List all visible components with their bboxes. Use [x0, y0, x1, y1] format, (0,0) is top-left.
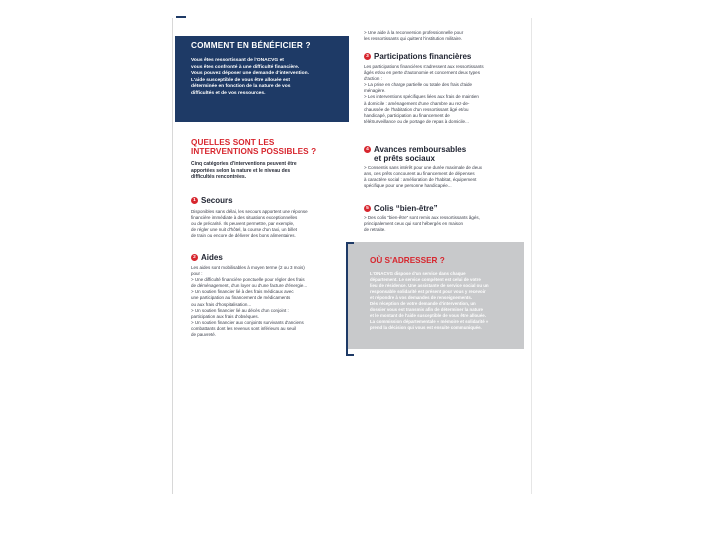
contact-text	[370, 271, 518, 331]
text-line: département. Le service compétent est celui de votre	[370, 277, 481, 282]
text-line: principalement ceux qui sont hébergés en maison	[364, 221, 464, 227]
text-line: Dès réception de votre demande d'intervention, un	[370, 301, 476, 306]
benefit-line: Vous pouvez déposer une demande d'intervention.	[191, 71, 309, 77]
section-participations-text	[364, 64, 524, 125]
text-line: chaussée de l'habitation d'un ressortissant âgé et/ou	[364, 106, 469, 112]
text-line: financière immédiate à des situations exceptionnelles	[191, 215, 298, 221]
section-title-text: Secours	[201, 196, 233, 205]
text-line: La commission départementale « mémoire et solidarité »	[370, 319, 489, 324]
benefit-line: déterminée en fonction de la nature de vos	[191, 84, 291, 90]
section-secours-text	[191, 209, 343, 239]
text-line: et répondre à vos demandes de renseignements.	[370, 295, 472, 300]
text-line: > Une aide à la reconversion professionnelle pour	[364, 30, 464, 35]
text-line: > Les interventions spécifiques liées aux frais de maintien	[364, 94, 479, 100]
number-badge: 5	[364, 205, 371, 212]
text-line: ou de précarité. Ils peuvent permettre, par exemple,	[191, 221, 295, 227]
interventions-title-line: QUELLES SONT LES	[191, 138, 275, 147]
text-line: téléSurveillance ou de portage de repas à domicile...	[364, 118, 469, 124]
interventions-title-line: INTERVENTIONS POSSIBLES ?	[191, 147, 317, 157]
text-line: de train ou encore de délivrer des bons alimentaires.	[191, 233, 296, 239]
reconversion-text	[364, 30, 524, 42]
benefit-line: difficultés et de vos ressources.	[191, 90, 266, 96]
section-secours-title	[191, 196, 233, 205]
text-line: lieu de résidence. Une assistante de service social ou un	[370, 283, 489, 288]
text-line: pour :	[191, 271, 203, 277]
text-line: dossier vous est transmis afin de déterminer la nature	[370, 307, 483, 312]
benefit-line: vous êtes confronté à une difficulté financière.	[191, 64, 300, 70]
section-title-text	[374, 145, 466, 163]
number-badge: 2	[191, 254, 198, 261]
section-title-line: et prêts sociaux	[374, 154, 435, 163]
text-line: et le montant de l'aide susceptible de vous être allouée.	[370, 313, 486, 318]
text-line: > La prise en charge partielle ou totale des frais d'aide	[364, 82, 473, 88]
text-line: ou aux frais d'hospitalisation...	[191, 301, 252, 307]
text-line: > Un soutien financier lié à des frais médicaux avec	[191, 289, 294, 295]
text-line: Les participations financières s'adressent aux ressortissants	[364, 64, 484, 69]
text-line: ménagère.	[364, 88, 386, 94]
text-line: responsable solidarité est présent pour vous y recevoir	[370, 289, 486, 294]
number-badge: 4	[364, 146, 371, 153]
text-line: > Des colis “bien-être” sont remis aux ressortissants âgés,	[364, 215, 480, 220]
text-line: > Une difficulté financière ponctuelle pour régler des frais	[191, 277, 305, 283]
interventions-intro	[191, 161, 341, 181]
section-participations-title	[364, 52, 471, 61]
intro-line: apportées selon la nature et le niveau des	[191, 167, 291, 174]
section-avances-title	[364, 145, 466, 163]
text-line: à caractère social : amélioration de l'habitat, équipement	[364, 177, 477, 183]
text-line: > Un soutien financier lié au décès d'un conjoint :	[191, 307, 289, 313]
text-line: de retraite.	[364, 227, 386, 233]
section-aides-text	[191, 265, 346, 338]
interventions-title	[191, 138, 316, 157]
text-line: > Consentis sans intérêt pour une durée maximale de deux	[364, 165, 482, 170]
section-title-text: Colis “bien-être”	[374, 204, 438, 213]
text-line: de déménagement, d'un loyer ou d'une facture d'énergie...	[191, 283, 308, 289]
intro-line: difficultés rencontrées.	[191, 174, 247, 181]
text-line: de régler une nuit d'hôtel, la course d'un taxi, un billet	[191, 227, 298, 233]
text-line: Les aides sont mobilisables à moyen terme (2 ou 3 mois)	[191, 265, 305, 270]
text-line: une participation au financement de médicaments	[191, 295, 291, 301]
text-line: > Un soutien financier aux conjoints survivants d'anciens	[191, 319, 304, 325]
text-line: d'action :	[364, 76, 382, 82]
text-line: de pauvreté.	[191, 332, 217, 338]
section-title-text: Participations financières	[374, 52, 472, 61]
number-badge: 1	[191, 197, 198, 204]
text-line: âgés et/ou en perte d'autonomie et concernent deux types	[364, 70, 480, 76]
benefit-text	[191, 58, 343, 98]
section-avances-text	[364, 165, 524, 189]
section-title-text: Aides	[201, 253, 223, 262]
section-aides-title	[191, 253, 223, 262]
contact-title: OÙ S'ADRESSER ?	[370, 256, 445, 265]
benefit-line: Vous êtes ressortissant de l'ONACVG et	[191, 58, 284, 63]
text-line: handicapé, participation au financement de	[364, 112, 450, 118]
number-badge: 3	[364, 53, 371, 60]
text-line: participation aux frais d'obsèques.	[191, 313, 259, 319]
text-line: combattants dont les revenus sont inférieurs au seuil	[191, 325, 297, 331]
benefit-box	[175, 36, 349, 122]
text-line: Disponibles sans délai, les secours apportent une réponse	[191, 209, 308, 214]
contact-box	[348, 242, 524, 349]
section-title-line: Avances remboursables	[374, 145, 467, 154]
text-line: à domicile : aménagement d'une chambre au rez-de-	[364, 100, 470, 106]
intro-line: Cinq catégories d'interventions peuvent être	[191, 161, 297, 167]
text-line: prend la décision qui vous est ensuite communiquée.	[370, 325, 482, 330]
benefit-title: COMMENT EN BÉNÉFICIER ?	[191, 41, 311, 50]
top-decor-bar	[176, 16, 186, 18]
bracket-decor	[346, 242, 354, 356]
section-colis-title	[364, 204, 438, 213]
text-line: L'ONACVG dispose d'un service dans chaque	[370, 271, 466, 276]
text-line: spécifique pour une personne handicapée...	[364, 183, 452, 189]
benefit-line: L'aide susceptible de vous être allouée est	[191, 77, 291, 83]
text-line: ans, ces prêts concourent au financement de dépenses	[364, 171, 475, 177]
section-colis-text	[364, 215, 524, 233]
text-line: les ressortissants qui quittent l'institution militaire.	[364, 36, 463, 42]
